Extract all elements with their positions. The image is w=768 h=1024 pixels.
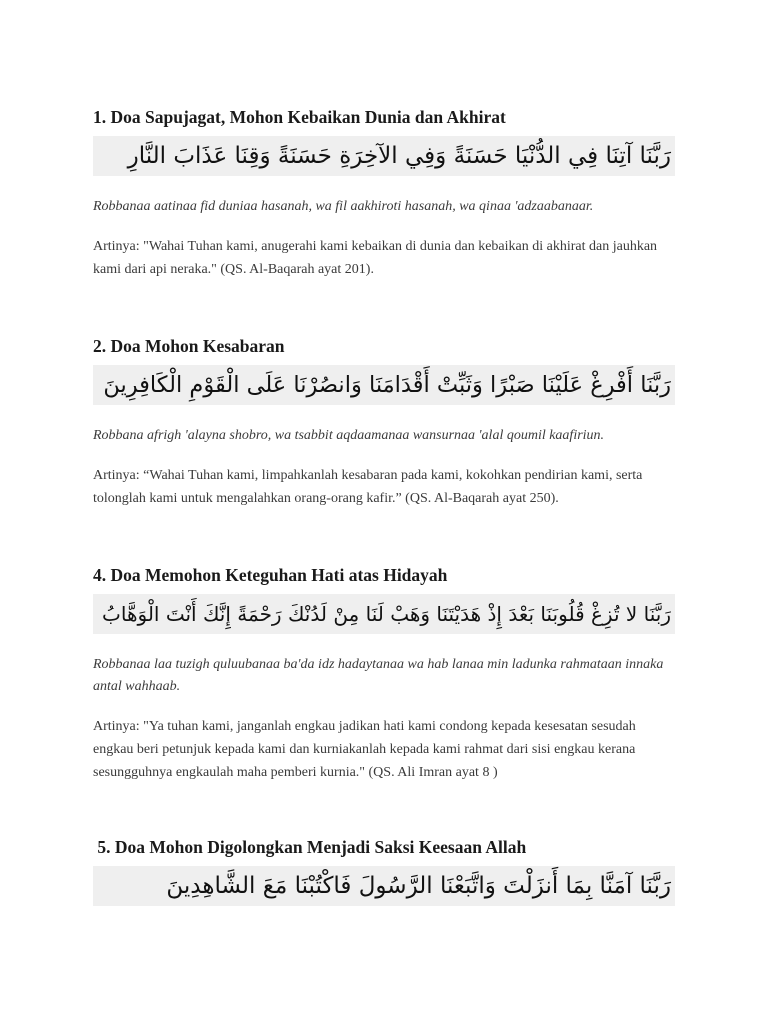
section-heading: 5. Doa Mohon Digolongkan Menjadi Saksi Keesaan Allah bbox=[93, 837, 527, 857]
meaning-text: Artinya: “Wahai Tuhan kami, limpahkanlah kesabaran pada kami, kokohkan pendirian kami, serta tolonglah kami untuk mengalahkan orang-orang kafir.” (QS. Al-Baqarah ayat 250). bbox=[93, 468, 643, 506]
transliteration: Robbana afrigh 'alayna shobro, wa tsabbit aqdaamanaa wansurnaa 'alal qoumil kaafiriun. bbox=[93, 428, 605, 443]
transliteration: Robbanaa laa tuzigh quluubanaa ba'da idz hadaytanaa wa hab lanaa min ladunka rahmataan innaka antal wahhaab. bbox=[93, 657, 664, 694]
meaning-text: Artinya: "Wahai Tuhan kami, anugerahi kami kebaikan di dunia dan kebaikan di akhirat dan jauhkan kami dari api neraka." (QS. Al-Baqarah ayat 201). bbox=[93, 239, 658, 277]
arabic-verse: رَبَّنَا لا تُزِغْ قُلُوبَنَا بَعْدَ إِذْ هَدَيْتَنَا وَهَبْ لَنَا مِنْ لَدُنْكَ رَحْمَةً إِنَّكَ أَنْتَ الْوَهَّابُ bbox=[102, 602, 671, 626]
arabic-verse-box bbox=[93, 594, 675, 634]
doa-section-2 bbox=[93, 335, 675, 510]
arabic-verse-box bbox=[93, 136, 675, 176]
arabic-verse: رَبَّنَا آمَنَّا بِمَا أَنزَلْتَ وَاتَّبَعْنَا الرَّسُولَ فَاكْتُبْنَا مَعَ الشَّاهِدِينَ bbox=[166, 873, 671, 899]
doa-section-4 bbox=[93, 564, 675, 784]
arabic-verse: رَبَّنَا آتِنَا فِي الدُّنْيَا حَسَنَةً وَفِي الآخِرَةِ حَسَنَةً وَقِنَا عَذَابَ النَّارِ bbox=[127, 143, 671, 169]
section-heading: 2. Doa Mohon Kesabaran bbox=[93, 336, 285, 356]
arabic-verse: رَبَّنَا أَفْرِغْ عَلَيْنَا صَبْرًا وَثَبِّتْ أَقْدَامَنَا وَانصُرْنَا عَلَى الْقَوْمِ الْكَافِرِينَ bbox=[103, 372, 671, 398]
arabic-verse-box bbox=[93, 866, 675, 906]
transliteration: Robbanaa aatinaa fid duniaa hasanah, wa fil aakhiroti hasanah, wa qinaa 'adzaabanaar. bbox=[93, 199, 594, 214]
arabic-verse-box bbox=[93, 365, 675, 405]
meaning-text: Artinya: "Ya tuhan kami, janganlah engkau jadikan hati kami condong kepada kesesatan sesudah engkau beri petunjuk kepada kami dan kurniakanlah kepada kami rahmat dari sisi engkau kerana sesungguhnya engkaulah maha pemberi kurnia." (QS. Ali Imran ayat 8 ) bbox=[93, 719, 636, 780]
section-heading: 1. Doa Sapujagat, Mohon Kebaikan Dunia dan Akhirat bbox=[93, 107, 506, 127]
section-heading: 4. Doa Memohon Keteguhan Hati atas Hidayah bbox=[93, 565, 448, 585]
doa-section-5 bbox=[93, 836, 675, 906]
doa-section-1 bbox=[93, 106, 675, 281]
